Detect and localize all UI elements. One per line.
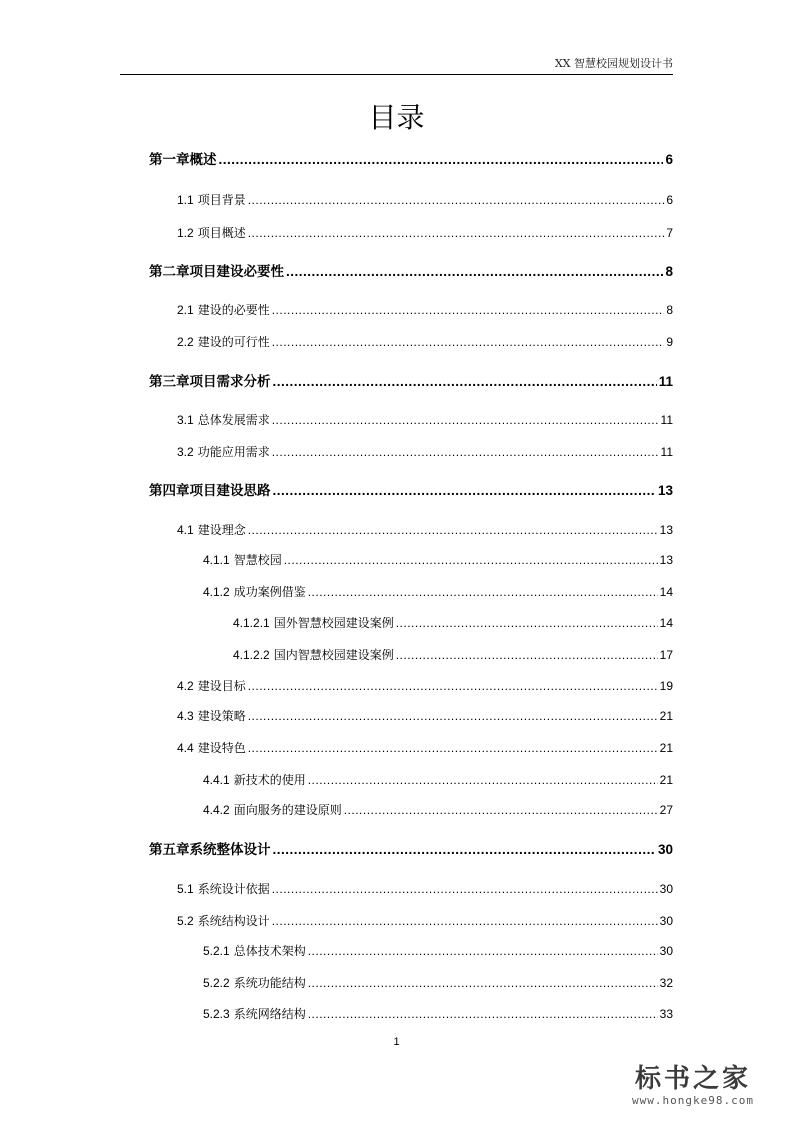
toc-dot-leader (273, 373, 657, 391)
toc-entry-page: 11 (658, 374, 673, 389)
watermark (613, 1064, 773, 1107)
toc-entry-title: 成功案例借鉴 (233, 585, 306, 599)
toc-entry-page: 21 (659, 709, 673, 723)
toc-entry-title: 面向服务的建设原则 (233, 803, 342, 817)
toc-dot-leader (308, 974, 658, 992)
toc-entry-page: 21 (659, 773, 673, 787)
toc-entry[interactable] (177, 739, 673, 757)
toc-dot-leader (273, 841, 656, 859)
toc-dot-leader (272, 880, 658, 898)
toc-entry-page: 7 (666, 226, 673, 240)
toc-entry-title: 建设的必要性 (197, 303, 270, 317)
toc-entry-title: 国内智慧校园建设案例 (273, 648, 394, 662)
toc-dot-leader (396, 614, 658, 632)
toc-entry-page: 30 (659, 944, 673, 958)
toc-entry-title: 建设策略 (197, 709, 246, 723)
toc-entry-page: 13 (659, 523, 673, 537)
watermark-logo: 标书之家 (634, 1064, 751, 1094)
toc-entry-title: 建设特色 (197, 741, 246, 755)
toc-entry-title: 项目背景 (197, 193, 246, 207)
toc-entry-page: 32 (659, 976, 673, 990)
toc-entry-title: 新技术的使用 (233, 773, 306, 787)
toc-entry[interactable] (177, 443, 673, 461)
toc-dot-leader (219, 151, 664, 169)
toc-entry[interactable] (149, 841, 673, 859)
toc-entry[interactable] (177, 880, 673, 898)
toc-dot-leader (248, 739, 658, 757)
toc-dot-leader (308, 771, 658, 789)
toc-entry[interactable] (177, 521, 673, 539)
toc-entry-page: 11 (660, 445, 673, 459)
page-number: 1 (393, 1036, 400, 1048)
toc-entry-number: 5.2.1 (203, 944, 230, 958)
toc-entry-number: 4.4.1 (203, 773, 230, 787)
header-text: XX 智慧校园规划设计书 (554, 57, 673, 70)
toc-dot-leader (272, 443, 659, 461)
toc-entry[interactable] (203, 771, 673, 789)
toc-entry[interactable] (177, 411, 673, 429)
toc-entry-title: 建设理念 (197, 523, 246, 537)
toc-entry-title: 第五章系统整体设计 (149, 842, 271, 858)
toc-dot-leader (248, 677, 658, 695)
toc-entry[interactable] (149, 482, 673, 500)
toc-dot-leader (248, 191, 665, 209)
toc-dot-leader (248, 707, 658, 725)
toc-entry-title: 总体技术架构 (233, 944, 306, 958)
toc-entry-title: 第二章项目建设必要性 (149, 264, 284, 280)
toc-entry-page: 14 (659, 616, 673, 630)
toc-entry-number: 1.2 (177, 226, 194, 240)
toc-entry[interactable] (177, 912, 673, 930)
toc-dot-leader (272, 411, 659, 429)
toc-entry-page: 17 (659, 648, 673, 662)
toc-entry-number: 4.3 (177, 709, 194, 723)
toc-entry[interactable] (233, 614, 673, 632)
toc-entry-title: 第三章项目需求分析 (149, 374, 271, 390)
toc-entry[interactable] (203, 551, 673, 569)
toc-entry-title: 智慧校园 (233, 553, 282, 567)
toc-entry-number: 2.2 (177, 335, 194, 349)
toc-entry[interactable] (203, 1005, 673, 1023)
toc-entry-page: 21 (659, 741, 673, 755)
toc-dot-leader (396, 646, 658, 664)
toc-entry-page: 6 (666, 193, 673, 207)
toc-entry[interactable] (149, 263, 673, 281)
toc-entry-page: 13 (659, 553, 673, 567)
toc-dot-leader (248, 521, 658, 539)
toc-entry-title: 系统功能结构 (233, 976, 306, 990)
watermark-url: www.hongke98.com (632, 1094, 754, 1107)
toc-dot-leader (273, 482, 656, 500)
toc-entry-title: 总体发展需求 (197, 413, 270, 427)
toc-entry-number: 5.2 (177, 914, 194, 928)
toc-entry-page: 33 (659, 1007, 673, 1021)
toc-entry-number: 5.2.3 (203, 1007, 230, 1021)
toc-entry-title: 系统结构设计 (197, 914, 270, 928)
toc-entry-number: 4.1.2 (203, 585, 230, 599)
toc-entry-number: 4.1 (177, 523, 194, 537)
toc-entry-title: 系统网络结构 (233, 1007, 306, 1021)
toc-entry[interactable] (149, 373, 673, 391)
toc-entry-page: 19 (659, 679, 673, 693)
toc-entry-page: 8 (665, 264, 673, 279)
page-title: 目录 (368, 101, 425, 134)
toc-entry-number: 3.2 (177, 445, 194, 459)
toc-entry-page: 30 (657, 842, 673, 857)
toc-dot-leader (272, 301, 665, 319)
toc-entry[interactable] (203, 974, 673, 992)
toc-entry-number: 5.2.2 (203, 976, 230, 990)
toc-entry-page: 8 (666, 303, 673, 317)
toc-entry[interactable] (203, 942, 673, 960)
toc-entry-number: 4.4 (177, 741, 194, 755)
toc-entry-title: 第一章概述 (149, 152, 217, 168)
toc-entry-page: 27 (659, 803, 673, 817)
toc-entry[interactable] (177, 677, 673, 695)
toc-entry-title: 系统设计依据 (197, 882, 270, 896)
toc-entry-title: 建设的可行性 (197, 335, 270, 349)
toc-dot-leader (286, 263, 663, 281)
toc-entry-title: 功能应用需求 (197, 445, 270, 459)
toc-entry[interactable] (233, 646, 673, 664)
toc-entry-number: 4.4.2 (203, 803, 230, 817)
toc-entry-page: 14 (659, 585, 673, 599)
toc-entry-number: 5.1 (177, 882, 194, 896)
toc-entry[interactable] (177, 333, 673, 351)
toc-entry-number: 4.2 (177, 679, 194, 693)
toc-entry[interactable] (203, 583, 673, 601)
toc-entry-number: 4.1.1 (203, 553, 230, 567)
toc-entry[interactable] (177, 301, 673, 319)
toc-dot-leader (272, 912, 658, 930)
toc-entry-page: 11 (660, 413, 673, 427)
toc-entry-title: 建设目标 (197, 679, 246, 693)
toc-entry-title: 第四章项目建设思路 (149, 483, 271, 499)
toc-dot-leader (308, 1005, 658, 1023)
toc-entry-page: 30 (659, 882, 673, 896)
toc-dot-leader (248, 224, 665, 242)
toc-entry[interactable] (149, 151, 673, 169)
toc-entry[interactable] (177, 224, 673, 242)
toc-entry-page: 13 (657, 483, 673, 498)
toc-dot-leader (308, 583, 658, 601)
toc-entry-page: 6 (665, 152, 673, 167)
toc-dot-leader (308, 942, 658, 960)
toc-dot-leader (284, 551, 658, 569)
toc-entry-number: 1.1 (177, 193, 194, 207)
toc-entry-title: 项目概述 (197, 226, 246, 240)
toc-entry-title: 国外智慧校园建设案例 (273, 616, 394, 630)
toc-entry[interactable] (203, 801, 673, 819)
toc-entry-number: 4.1.2.2 (233, 648, 270, 662)
toc-entry-page: 30 (659, 914, 673, 928)
toc-dot-leader (272, 333, 665, 351)
toc-entry-number: 2.1 (177, 303, 194, 317)
toc-entry[interactable] (177, 707, 673, 725)
toc-entry-page: 9 (666, 335, 673, 349)
toc-entry-number: 4.1.2.1 (233, 616, 270, 630)
toc-dot-leader (344, 801, 658, 819)
toc-entry-number: 3.1 (177, 413, 194, 427)
toc-entry[interactable] (177, 191, 673, 209)
